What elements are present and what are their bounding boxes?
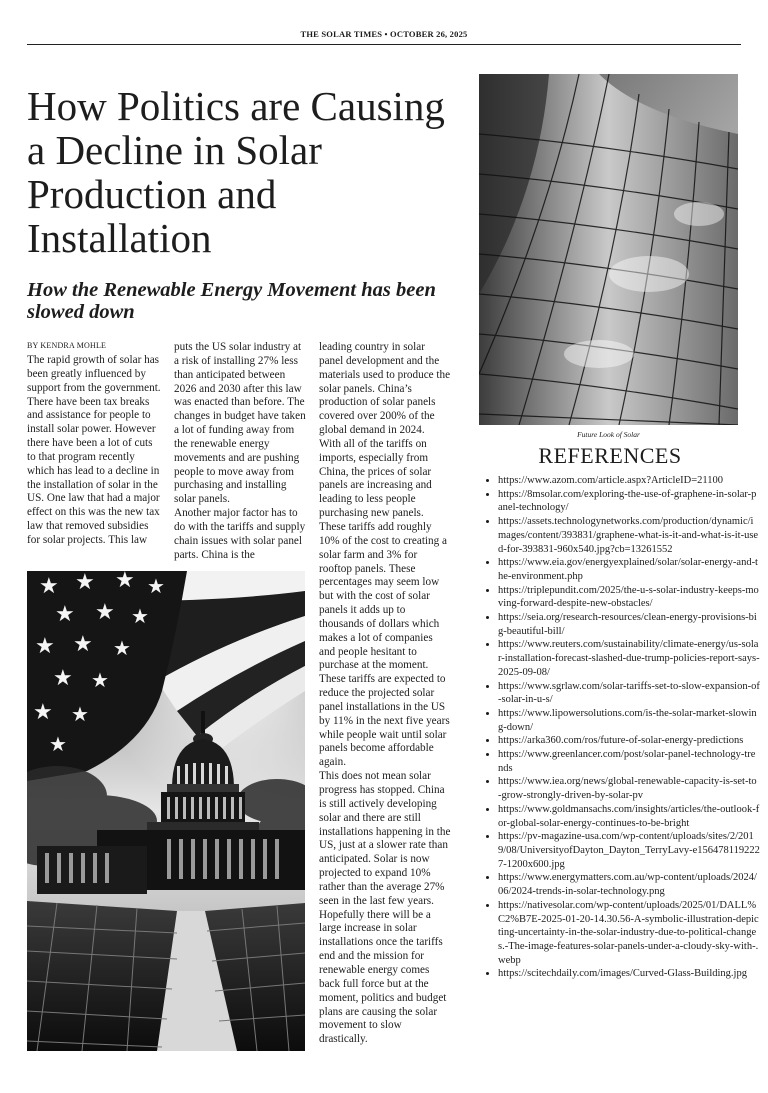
reference-link[interactable]: • https://www.goldmansachs.com/insights/articles/the-outlook-for-global-solar-energy-continues-to-be-bright <box>498 803 760 830</box>
svg-text:★: ★ <box>75 571 95 595</box>
reference-link[interactable]: • https://seia.org/research-resources/clean-energy-provisions-big-beautiful-bill/ <box>498 611 760 638</box>
image-caption: Future Look of Solar <box>577 430 640 439</box>
reference-link[interactable]: • https://www.greenlancer.com/post/solar-panel-technology-trends <box>498 748 760 775</box>
reference-link[interactable]: • https://www.reuters.com/sustainability/climate-energy/us-solar-installation-forecast-slashed-due-trump-policies-report-says-2025-09-08/ <box>498 638 760 679</box>
reference-link[interactable]: • https://8msolar.com/exploring-the-use-of-graphene-in-solar-panel-technology/ <box>498 488 760 515</box>
svg-text:★: ★ <box>53 666 73 691</box>
article-column-1 <box>27 354 162 548</box>
svg-text:★: ★ <box>71 702 89 726</box>
article-column-3 <box>319 341 451 1047</box>
svg-text:★: ★ <box>39 574 59 599</box>
reference-link[interactable]: • https://scitechdaily.com/images/Curved-Glass-Building.jpg <box>498 967 760 981</box>
reference-link[interactable]: • https://www.iea.org/news/global-renewable-capacity-is-set-to-grow-strongly-driven-by-solar-pv <box>498 775 760 802</box>
svg-text:★: ★ <box>91 668 109 692</box>
svg-text:★: ★ <box>147 574 165 598</box>
svg-text:★: ★ <box>33 700 53 725</box>
headline: How Politics are Causing a Decline in Solar Production and Installation <box>27 83 445 261</box>
svg-text:★: ★ <box>55 602 75 627</box>
reference-link[interactable]: • https://pv-magazine-usa.com/wp-content/uploads/sites/2/2019/08/UniversityofDayton_Dayton_TerryLavy-e1564781192227-1200x600.jpg <box>498 830 760 871</box>
column-1-paragraph: The rapid growth of solar has been greatly influenced by support from the government. There have been tax breaks and assistance for people to install solar power. However there have been a lot of cuts to that program recently which has lead to a decline in the installation of solar in the US. One law that had a major effect on this was the new tax law that removed subsidies for solar projects. This law <box>27 354 161 546</box>
article-column-2 <box>174 341 306 563</box>
svg-text:★: ★ <box>131 604 149 628</box>
reference-link[interactable]: • https://www.sgrlaw.com/solar-tariffs-set-to-slow-expansion-of-solar-in-u-s/ <box>498 680 760 707</box>
column-2-paragraph-2: Another major factor has to do with the tariffs and supply chain issues with solar panel parts. China is the <box>174 507 306 561</box>
column-3-paragraph-1: leading country in solar panel development and the materials used to produce the solar panels. China’s production of solar panels covered over 200% of the global demand in 2024. <box>319 341 451 437</box>
column-3-paragraph-2: With all of the tariffs on imports, especially from China, the prices of solar panels are increasing and leading to less people purchasing new panels. These tariffs add roughly 10% of the cost to creating a solar farm and 3% for rooftop panels. These percentages may seem low but with the cost of solar panels it adds up to thousands of dollars which makes a lot of companies and people hesitant to purchase at the moment. These tariffs are expected to reduce the projected solar panel installations in the US by 11% in the next five years while people wait until solar panels become affordable again. <box>319 437 450 769</box>
svg-text:★: ★ <box>115 571 135 593</box>
svg-text:★: ★ <box>49 732 67 756</box>
reference-link[interactable]: • https://www.eia.gov/energyexplained/solar/solar-energy-and-the-environment.php <box>498 556 760 583</box>
reference-link[interactable]: • https://www.azom.com/article.aspx?ArticleID=21100 <box>498 474 760 488</box>
reference-link[interactable]: • https://nativesolar.com/wp-content/uploads/2025/01/DALL%C2%B7E-2025-01-20-14.30.56-A-symbolic-illustration-depicting-uncertainty-in-the-solar-industry-due-to-political-changes.-The-image-features-solar-panels-under-a-cloudy-sky-with-.webp <box>498 899 760 968</box>
byline: BY KENDRA MOHLE <box>27 341 107 350</box>
svg-text:★: ★ <box>113 636 131 660</box>
column-2-paragraph-1: puts the US solar industry at a risk of installing 27% less than anticipated between 2026 and 2030 after this law was enacted than before. The changes in budget have taken a lot of funding away from the renewable energy movements and are pushing people to move away from purchasing and installing solar panels. <box>174 341 306 506</box>
references-heading: REFERENCES <box>538 443 682 468</box>
reference-link[interactable]: • https://arka360.com/ros/future-of-solar-energy-predictions <box>498 734 760 748</box>
reference-link[interactable]: • https://assets.technologynetworks.com/production/dynamic/images/content/393831/graphene-what-is-it-and-what-is-it-used-for-393831-960x540.jpg?cb=13261552 <box>498 515 760 556</box>
svg-text:★: ★ <box>35 634 55 659</box>
masthead: THE SOLAR TIMES • OCTOBER 26, 2025 <box>300 29 468 39</box>
masthead-rule <box>27 44 741 45</box>
references-list <box>483 474 760 981</box>
svg-text:★: ★ <box>95 600 115 625</box>
curved-glass-building-image <box>479 74 738 425</box>
svg-text:★: ★ <box>73 632 93 657</box>
reference-link[interactable]: • https://www.energymatters.com.au/wp-content/uploads/2024/06/2024-trends-in-solar-technology.png <box>498 871 760 898</box>
reference-link[interactable]: • https://www.lipowersolutions.com/is-the-solar-market-slowing-down/ <box>498 707 760 734</box>
column-3-paragraph-3: This does not mean solar progress has stopped. China is still actively developing solar and there are still installations happening in the US, just at a slower rate than anticipated. Solar is now projected to expand 10% rather than the average 27% seen in the last few years. Hopefully there will be a large increase in solar installations once the tariffs end and the mission for renewable energy comes back full force but at the moment, politics and budget plans are causing the solar movement to slow drastically. <box>319 770 451 1046</box>
reference-link[interactable]: • https://triplepundit.com/2025/the-u-s-solar-industry-keeps-moving-forward-despite-new-obstacles/ <box>498 584 760 611</box>
subhead: How the Renewable Energy Movement has been slowed down <box>27 279 436 323</box>
capitol-flag-solar-illustration <box>27 571 305 1051</box>
